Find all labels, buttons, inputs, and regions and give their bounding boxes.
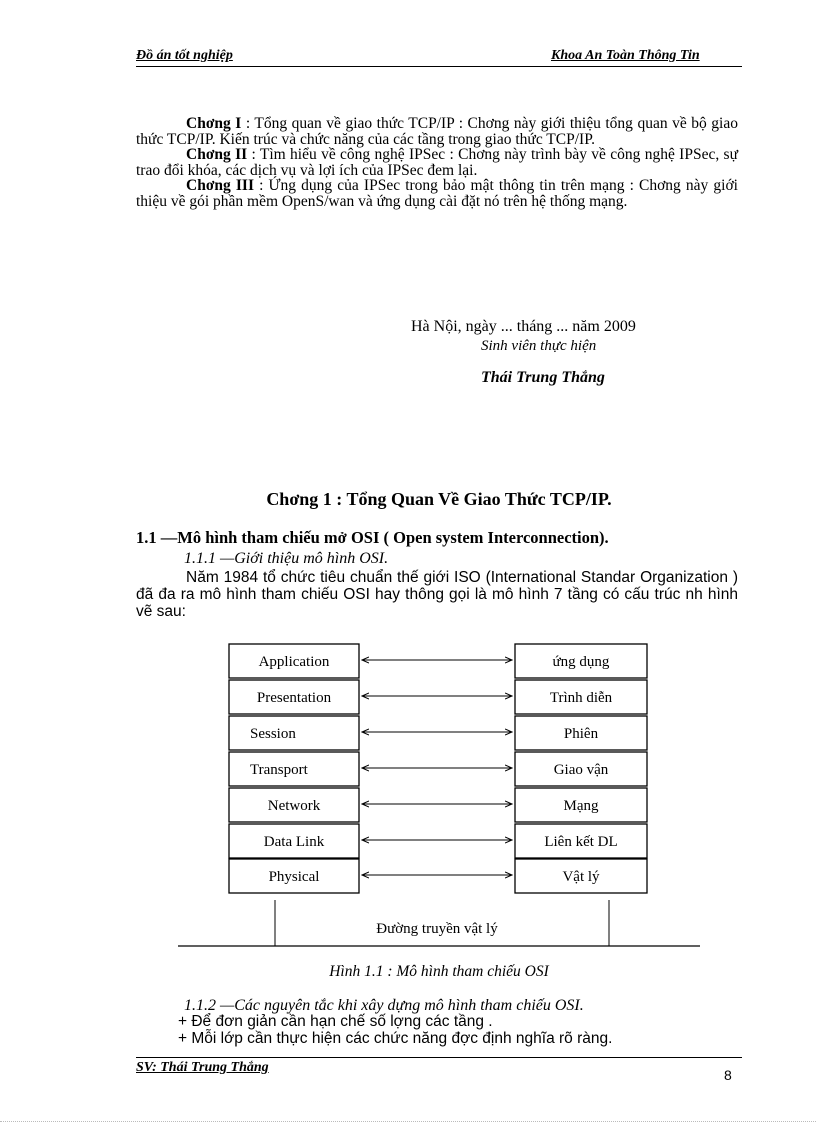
- right-layer-phien: Phiên: [563, 726, 599, 742]
- left-layer-data-link: Data Link: [263, 834, 325, 850]
- left-layer-session: Session: [250, 726, 296, 742]
- left-layer-presentation: Presentation: [256, 690, 332, 706]
- section-1-1-heading: 1.1 —Mô hình tham chiếu mở OSI ( Open system Interconnection).: [136, 528, 609, 547]
- intro-chapter-2-label: Chơng II: [186, 146, 248, 163]
- principle-item: + Mỗi lớp cần thực hiện các chức năng đợc định nghĩa rõ ràng.: [178, 1029, 613, 1047]
- osi-left-column: [229, 644, 359, 893]
- header-left: Đồ án tốt nghiệp: [136, 48, 233, 63]
- left-layer-physical: Physical: [268, 869, 320, 885]
- subsection-1-1-2-heading: 1.1.2 —Các nguyên tắc khi xây dựng mô hình tham chiếu OSI.: [184, 997, 584, 1014]
- left-layer-application: Application: [258, 654, 330, 670]
- left-layer-transport: Transport: [250, 762, 308, 778]
- right-layer-mang: Mạng: [563, 798, 599, 814]
- intro-chapter-1-text: : Tổng quan về giao thức TCP/IP : Chơng này giới thiệu tổng quan về bộ giao thức TCP/IP. Kiến trúc và chức năng của các tầng trong giao thức TCP/IP.: [136, 115, 738, 148]
- physical-medium-label: Đường truyền vật lý: [376, 921, 498, 937]
- peer-arrows: [362, 660, 512, 875]
- osi-right-column: [515, 644, 647, 893]
- page-bottom-border: [0, 1121, 816, 1122]
- intro-chapter-1-label: Chơng I: [186, 115, 242, 132]
- signature-name: Thái Trung Thắng: [481, 369, 605, 386]
- right-layer-ung-dung: ứng dụng: [552, 654, 610, 670]
- figure-caption: Hình 1.1 : Mô hình tham chiếu OSI: [329, 963, 549, 980]
- header-right: Khoa An Toàn Thông Tin: [551, 48, 700, 63]
- intro-chapter-3-label: Chơng III: [186, 177, 254, 194]
- principles-list: [178, 1014, 612, 1047]
- principle-item: + Để đơn giản cần hạn chế số lợng các tầng .: [178, 1013, 493, 1030]
- signature-place-date: Hà Nội, ngày ... tháng ... năm 2009: [411, 318, 636, 335]
- right-layer-giao-van: Giao vận: [553, 762, 609, 778]
- page-number: 8: [724, 1067, 732, 1083]
- subsection-1-1-1-heading: 1.1.1 —Giới thiệu mô hình OSI.: [184, 550, 389, 567]
- intro-chapter-2-text: : Tìm hiểu về công nghệ IPSec : Chơng này trình bày về công nghệ IPSec, sự trao đổi khóa, các dịch vụ và lợi ích của IPSec đem lại.: [136, 146, 738, 179]
- intro-chapter-3-text: : Ứng dụng của IPSec trong bảo mật thông tin trên mạng : Chơng này giới thiệu về gói phần mềm OpenS/wan và ứng dụng cài đặt nó trên hệ thống mạng.: [136, 177, 738, 210]
- right-layer-trinh-dien: Trình diễn: [549, 690, 613, 706]
- chapter-title: Chơng 1 : Tổng Quan Về Giao Thức TCP/IP.: [266, 489, 612, 509]
- left-layer-network: Network: [267, 798, 321, 814]
- footer-divider: [136, 1057, 742, 1058]
- right-layer-lien-ket-dl: Liên kết DL: [544, 834, 618, 850]
- osi-intro-text: Năm 1984 tổ chức tiêu chuẩn thế giới ISO (International Standar Organization ) đã đa ra mô hình tham chiếu OSI hay thông gọi là mô hình 7 tầng có cấu trúc nh hình vẽ sau:: [136, 569, 738, 620]
- right-layer-vat-ly: Vật lý: [562, 869, 600, 885]
- signature-role: Sinh viên thực hiện: [481, 338, 597, 354]
- footer-author: SV: Thái Trung Thắng: [136, 1060, 269, 1075]
